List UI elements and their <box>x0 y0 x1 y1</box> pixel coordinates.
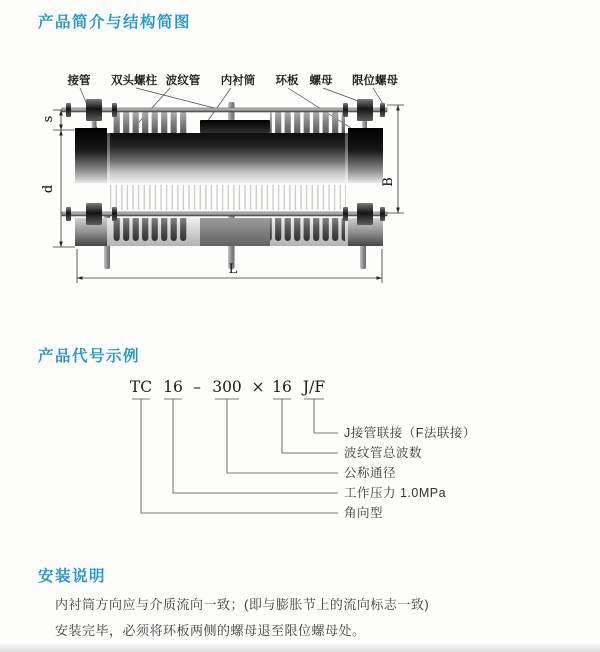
code-token-waves: 16 <box>272 378 292 396</box>
structure-diagram <box>40 62 470 307</box>
code-token-type: TC <box>129 378 153 396</box>
code-annotations <box>344 425 476 520</box>
bellows-upper-body <box>75 111 383 183</box>
section-title-install: 安装说明 <box>38 568 107 585</box>
label-connecting-pipe: 接管 <box>67 75 91 87</box>
dim-s-label: s <box>41 115 56 123</box>
code-token-diameter: 300 <box>212 378 242 396</box>
code-token-dash: – <box>193 378 201 396</box>
label-bellows: 波纹管 <box>165 75 201 87</box>
code-annotation-connection: J接管联接（F法联接） <box>344 426 476 440</box>
dim-L-label: L <box>228 262 238 277</box>
label-limit-nut: 限位螺母 <box>352 75 398 87</box>
section-title-code: 产品代号示例 <box>38 348 141 365</box>
code-annotation-pressure: 工作压力 1.0MPa <box>344 486 447 500</box>
install-instruction-line-1: 内衬筒方向应与介质流向一致；(即与膨胀节上的流向标志一致) <box>55 597 430 612</box>
part-labels <box>67 73 399 87</box>
bellows-lower-body <box>75 218 383 246</box>
code-token-pressure: 16 <box>163 378 183 396</box>
code-annotation-diameter: 公称通径 <box>344 466 397 480</box>
code-callout-lines <box>132 399 338 513</box>
bellows-convolutions-left <box>112 111 188 133</box>
label-ring-plate: 环板 <box>275 75 299 87</box>
label-inner-liner: 内衬筒 <box>220 75 256 87</box>
label-double-end-stud: 双头螺柱 <box>111 75 157 87</box>
product-code-diagram <box>60 372 550 532</box>
install-instruction-line-2: 安装完毕，必须将环板两侧的螺母退至限位螺母处。 <box>55 623 366 638</box>
bellows-farside-lines <box>108 185 346 210</box>
label-nut: 螺母 <box>309 75 333 87</box>
code-annotation-waves: 波纹管总波数 <box>344 446 423 460</box>
dim-d-label: d <box>41 184 56 194</box>
code-tokens <box>130 378 325 396</box>
dim-B-label: B <box>381 177 396 187</box>
inner-liner <box>200 120 270 133</box>
bellows-convolutions-right <box>270 111 345 133</box>
code-annotation-type: 角向型 <box>344 506 384 520</box>
page-bottom-edge <box>0 644 600 652</box>
code-token-connection: J/F <box>302 378 326 396</box>
code-token-times: × <box>251 378 265 396</box>
section-title-intro: 产品简介与结构简图 <box>38 14 192 31</box>
